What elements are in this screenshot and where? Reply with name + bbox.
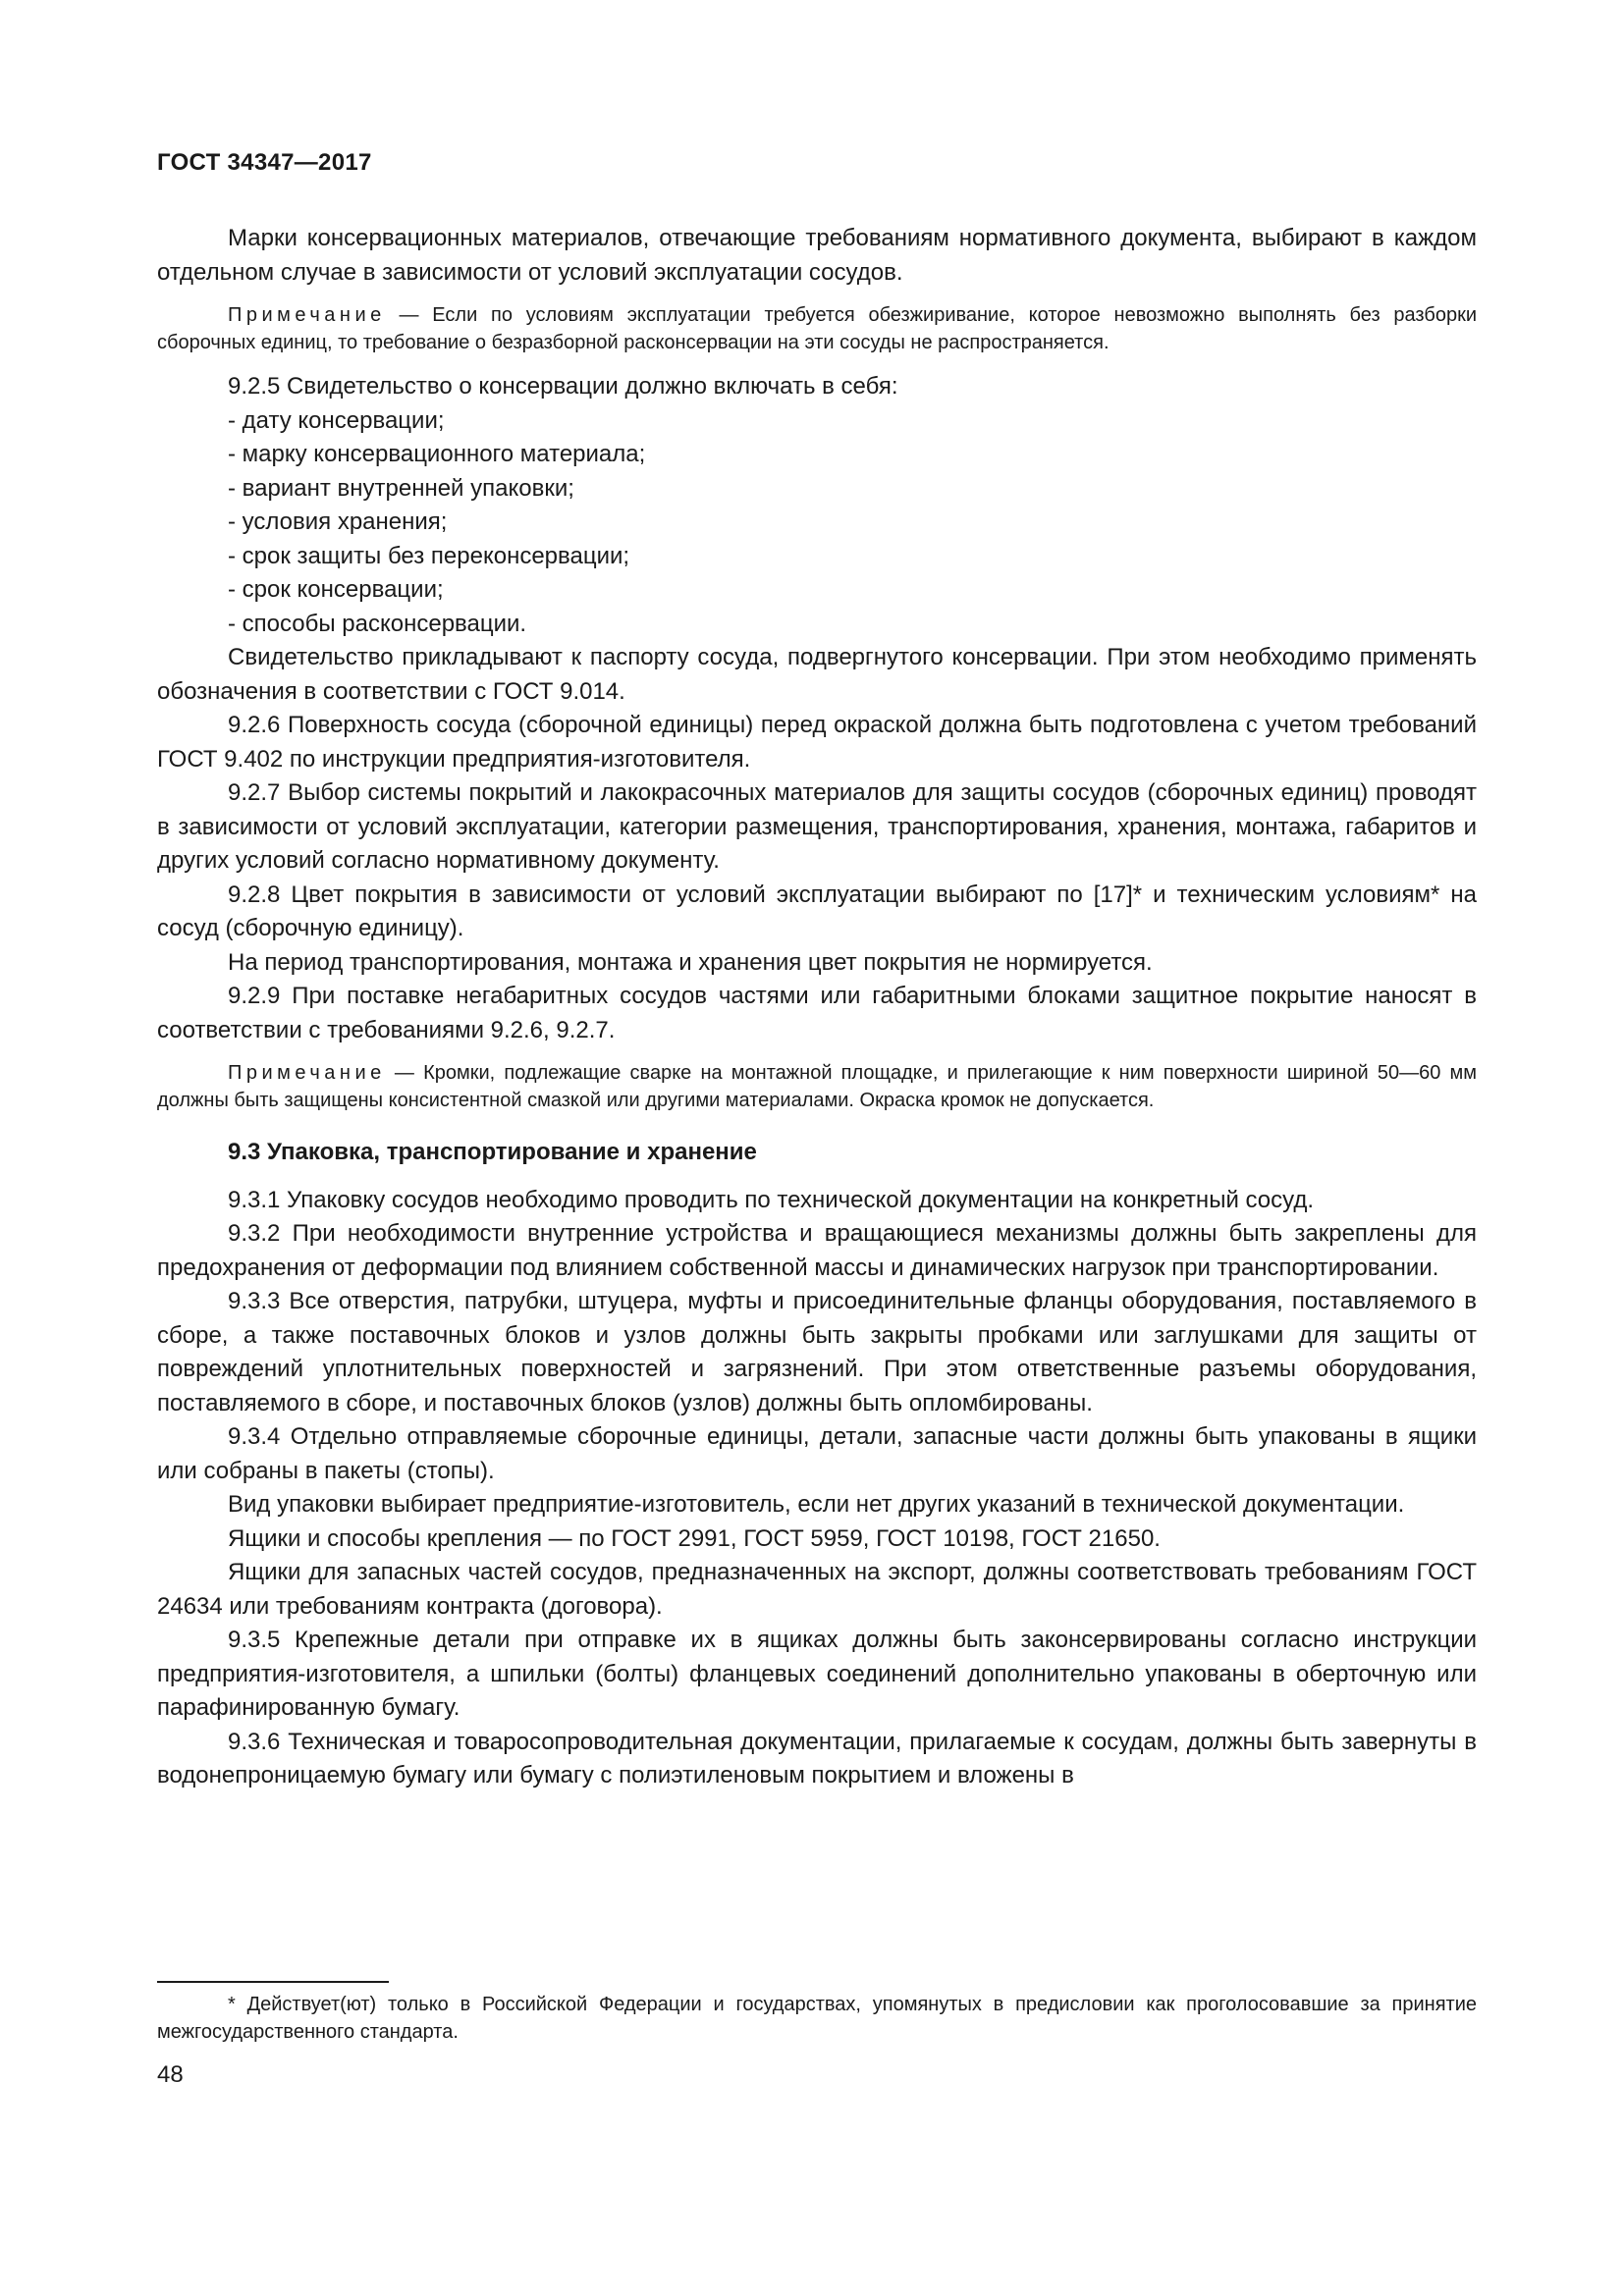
paragraph-9-2-9: 9.2.9 При поставке негабаритных сосудов частями или габаритными блоками защитное покрытие наносят в соответствии с требованиями 9.2.6, 9.2.7. <box>157 983 1477 1043</box>
document-body <box>157 222 1477 1793</box>
list-item: - вариант внутренней упаковки; <box>228 474 574 502</box>
paragraph-9-3-3: 9.3.3 Все отверстия, патрубки, штуцера, муфты и присоединительные фланцы оборудования, поставляемого в сборе, а также поставочных блоков и узлов должны быть закрыты пробками или заглушками для защиты от повреждений уплотнительных поверхностей и загрязнений. При этом ответственные разъемы оборудования, поставляемого в сборе, и поставочных блоков (узлов) должны быть опломбированы. <box>157 1288 1477 1416</box>
note-1-text: — Если по условиям эксплуатации требуется обезжиривание, которое невозможно выполнять без разборки сборочных единиц, то требование о безразборной расконсервации на эти сосуды не распространяется. <box>157 304 1477 353</box>
note-2-label: Примечание <box>228 1062 386 1084</box>
paragraph-9-2-8: 9.2.8 Цвет покрытия в зависимости от условий эксплуатации выбирают по [17]* и техническим условиям* на сосуд (сборочную единицу). <box>157 881 1477 941</box>
paragraph-9-3-1: 9.3.1 Упаковку сосудов необходимо проводить по технической документации на конкретный сосуд. <box>228 1186 1315 1213</box>
footnote-separator <box>157 1981 389 1983</box>
list-item: - способы расконсервации. <box>228 610 527 637</box>
list-item: - дату консервации; <box>228 406 445 434</box>
list-item: - срок консервации; <box>228 576 444 603</box>
paragraph-9-2-7: 9.2.7 Выбор системы покрытий и лакокрасочных материалов для защиты сосудов (сборочных единиц) проводят в зависимости от условий эксплуатации, категории размещения, транспортирования, хранения, монтажа, габаритов и других условий согласно нормативному документу. <box>157 779 1477 874</box>
paragraph-intro: Марки консервационных материалов, отвечающие требованиям нормативного документа, выбирают в каждом отдельном случае в зависимости от условий эксплуатации сосудов. <box>157 225 1477 286</box>
paragraph-9-2-6: 9.2.6 Поверхность сосуда (сборочной единицы) перед окраской должна быть подготовлена с учетом требований ГОСТ 9.402 по инструкции предприятия-изготовителя. <box>157 712 1477 773</box>
paragraph-9-3-4-b: Вид упаковки выбирает предприятие-изготовитель, если нет других указаний в технической документации. <box>228 1491 1405 1518</box>
paragraph-9-2-8-b: На период транспортирования, монтажа и хранения цвет покрытия не нормируется. <box>228 948 1153 976</box>
document-header: ГОСТ 34347—2017 <box>157 149 372 176</box>
paragraph-9-3-4-d: Ящики для запасных частей сосудов, предназначенных на экспорт, должны соответствовать требованиям ГОСТ 24634 или требованиям контракта (договора). <box>157 1559 1477 1620</box>
footnote: * Действует(ют) только в Российской Федерации и государствах, упомянутых в предисловии как проголосовавшие за принятие межгосударственного стандарта. <box>157 1994 1477 2043</box>
paragraph-9-2-5: 9.2.5 Свидетельство о консервации должно включать в себя: <box>228 373 898 400</box>
page-number: 48 <box>157 2061 184 2088</box>
list-item: - условия хранения; <box>228 508 448 535</box>
note-1 <box>157 301 1477 356</box>
list-item: - марку консервационного материала; <box>228 441 646 467</box>
paragraph-9-2-5-b: Свидетельство прикладывают к паспорту сосуда, подвергнутого консервации. При этом необходимо применять обозначения в соответствии с ГОСТ 9.014. <box>157 644 1477 705</box>
note-2 <box>157 1059 1477 1114</box>
note-1-label: Примечание <box>228 304 386 326</box>
paragraph-9-3-4: 9.3.4 Отдельно отправляемые сборочные единицы, детали, запасные части должны быть упакованы в ящики или собраны в пакеты (стопы). <box>157 1423 1477 1484</box>
paragraph-9-3-4-c: Ящики и способы крепления — по ГОСТ 2991, ГОСТ 5959, ГОСТ 10198, ГОСТ 21650. <box>228 1524 1161 1552</box>
note-2-text: — Кромки, подлежащие сварке на монтажной площадке, и прилегающие к ним поверхности шириной 50—60 мм должны быть защищены консистентной смазкой или другими материалами. Окраска кромок не допускается. <box>157 1062 1477 1111</box>
list-item: - срок защиты без переконсервации; <box>228 542 630 569</box>
paragraph-9-3-2: 9.3.2 При необходимости внутренние устройства и вращающиеся механизмы должны быть закреплены для предохранения от деформации под влиянием собственной массы и динамических нагрузок при транспортировании. <box>157 1220 1477 1281</box>
section-heading-9-3: 9.3 Упаковка, транспортирование и хранение <box>228 1139 757 1165</box>
paragraph-9-3-6: 9.3.6 Техническая и товаросопроводительная документации, прилагаемые к сосудам, должны быть завернуты в водонепроницаемую бумагу или бумагу с полиэтиленовым покрытием и вложены в <box>157 1728 1477 1789</box>
paragraph-9-3-5: 9.3.5 Крепежные детали при отправке их в ящиках должны быть законсервированы согласно инструкции предприятия-изготовителя, а шпильки (болты) фланцевых соединений дополнительно упакованы в оберточную или парафинированную бумагу. <box>157 1627 1477 1721</box>
